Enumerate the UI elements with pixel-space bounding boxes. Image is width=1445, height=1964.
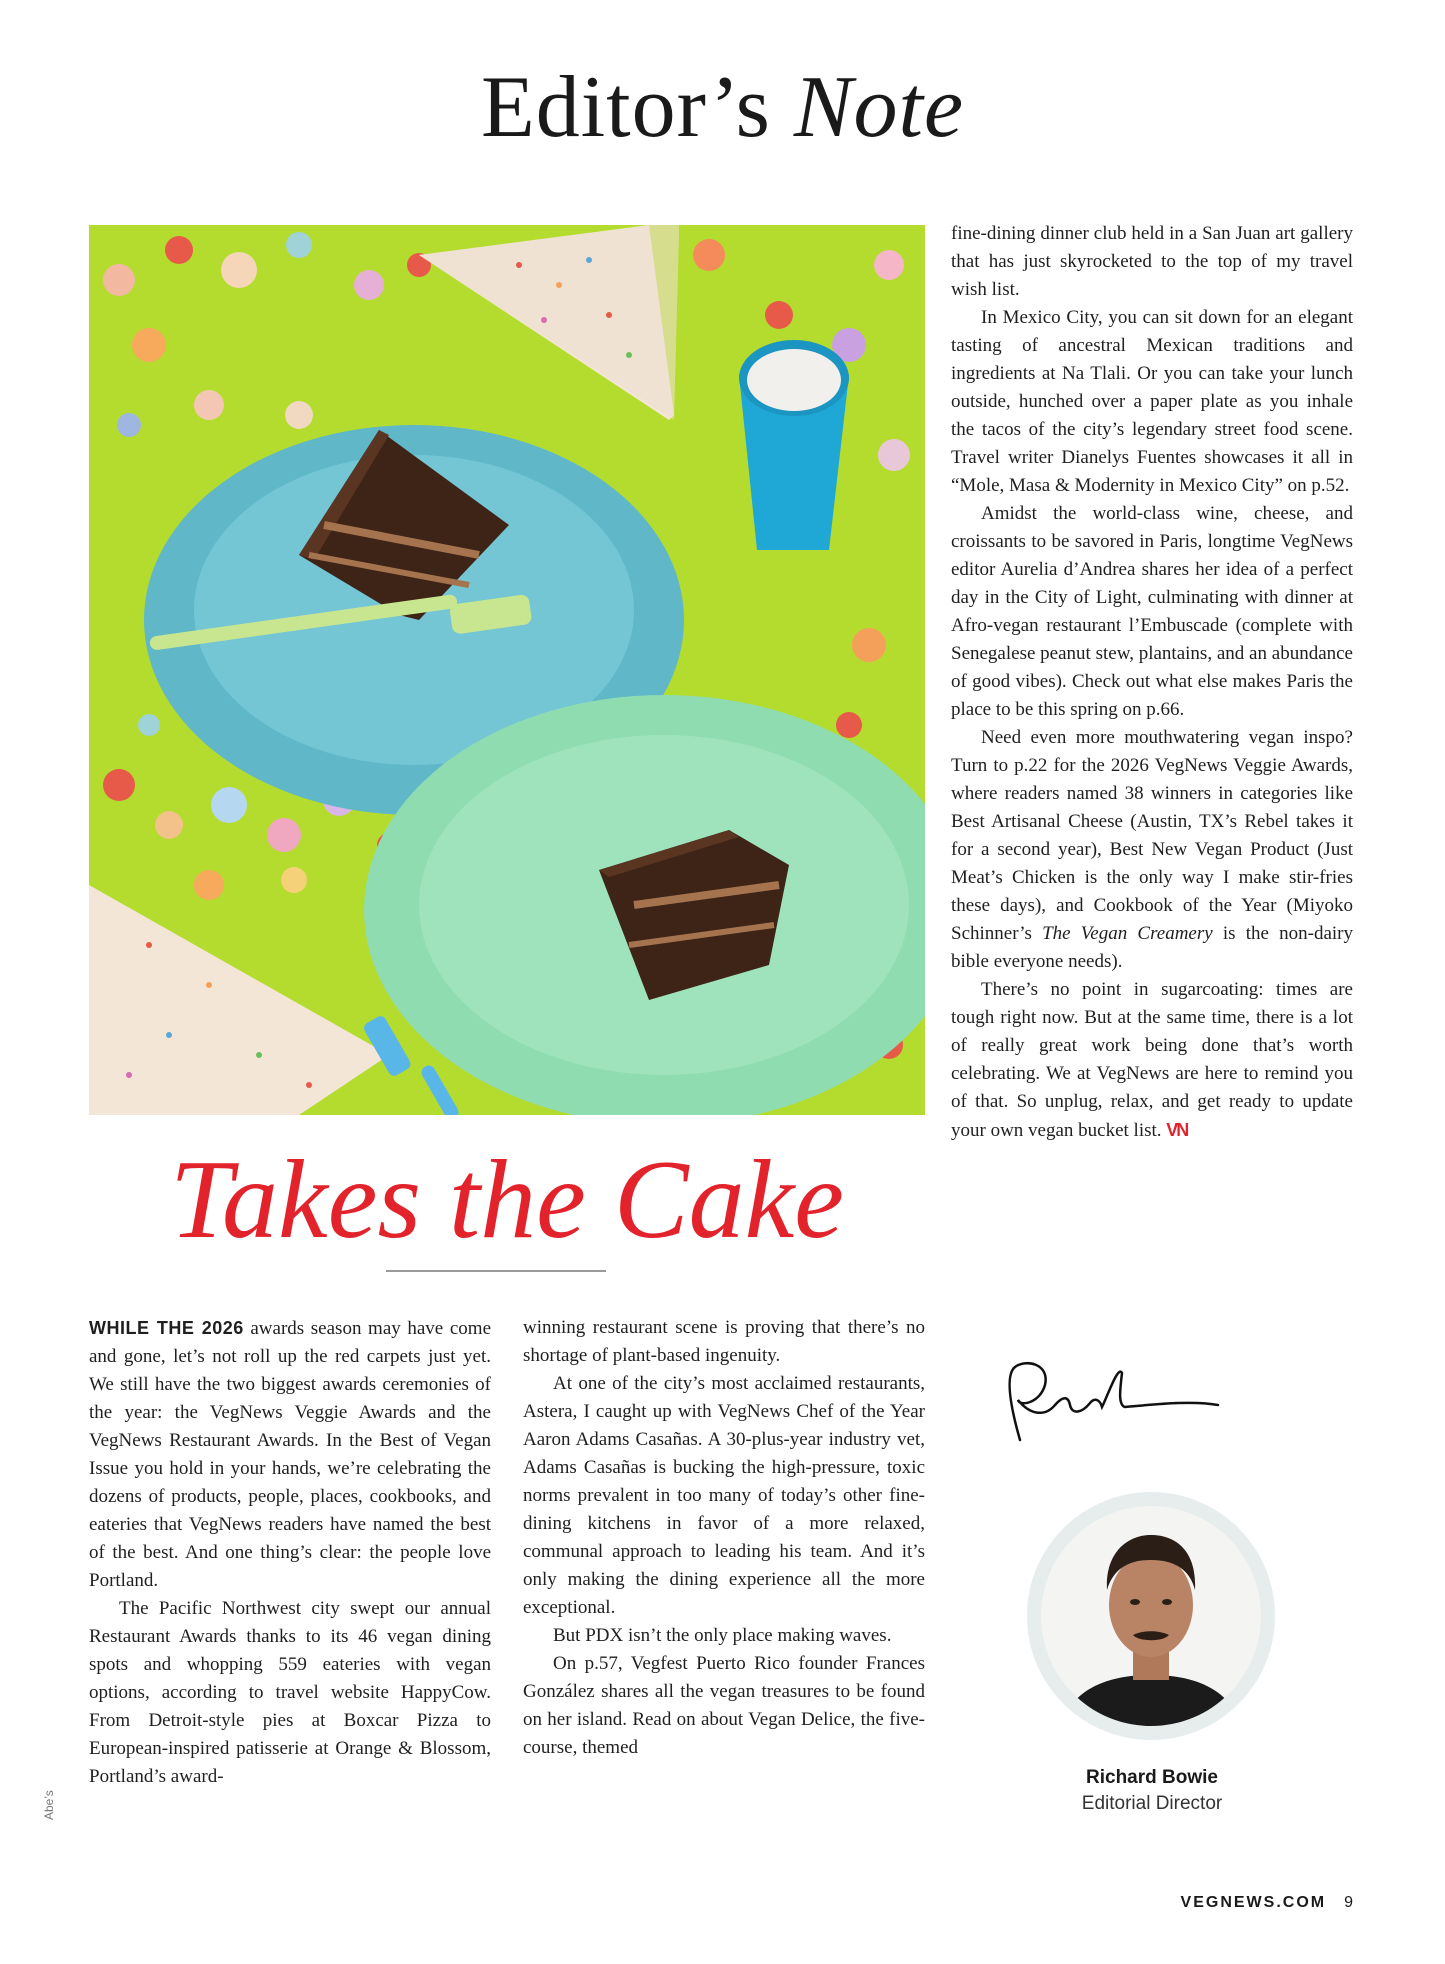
author-name: Richard Bowie: [1086, 1767, 1218, 1788]
paragraph: The Pacific Northwest city swept our annual Restaurant Awards thanks to its 46 vegan dining spots and whopping 559 eateries with vegan options, according to travel website HappyCow. From Detroit-style pies at Boxcar Pizza to European-inspired patisserie at Orange & Blossom, Portland’s award-: [89, 1598, 491, 1787]
vn-end-mark: VN: [1166, 1120, 1188, 1140]
body-column-2: [523, 1314, 925, 1762]
page-title-word2: Note: [793, 59, 965, 156]
paragraph: On p.57, Vegfest Puerto Rico founder Frances González shares all the vegan treasures to be found on her island. Read on about Vegan Delice, the five-course, themed: [523, 1653, 925, 1758]
page-title: [0, 58, 1445, 158]
paragraph: In Mexico City, you can sit down for an elegant tasting of ancestral Mexican traditions and ingredients at Na Tlali. Or you can take your lunch outside, hunched over a paper plate as you inhale the tacos of the city’s legendary street food scene. Travel writer Dianelys Fuentes showcases it all in “Mole, Masa & Modernity in Mexico City” on p.52.: [951, 307, 1353, 496]
page-title-word1: Editor’s: [480, 59, 771, 156]
blue-cup: [739, 340, 849, 550]
body-column-3: [951, 220, 1353, 1145]
paragraph: [951, 724, 1353, 976]
lead-in: WHILE THE 2026: [89, 1318, 244, 1338]
signature: [990, 1345, 1230, 1455]
author-portrait: [1025, 1490, 1277, 1742]
paragraph: [89, 1314, 491, 1595]
paragraph-text: awards season may have come and gone, let’s not roll up the red carpets just yet. We still have the two biggest awards ceremonies of the year: the VegNews Veggie Awards and the VegNews Restaurant Awards. In the Best of Vegan Issue you hold in your hands, we’re celebrating the dozens of products, people, places, cookbooks, and eateries that VegNews readers have named the best of the best. And one thing’s clear: the people love Portland.: [89, 1318, 491, 1591]
paragraph: At one of the city’s most acclaimed restaurants, Astera, I caught up with VegNews Chef of the Year Aaron Adams Casañas. A 30-plus-year industry vet, Adams Casañas is bucking the high-pressure, toxic norms prevalent in too many of today’s other fine-dining kitchens in favor of a more relaxed, communal approach to leading his team. And it’s only making the dining experience all the more exceptional.: [523, 1373, 925, 1618]
article-headline: Takes the Cake: [170, 1138, 844, 1262]
feature-photo: [89, 225, 925, 1115]
book-title: The Vegan Creamery: [1042, 923, 1213, 944]
page-number: 9: [1344, 1894, 1355, 1911]
body-column-1: [89, 1314, 491, 1791]
site-url: VEGNEWS.COM: [1180, 1894, 1327, 1911]
cake-party-photo: [89, 225, 925, 1115]
page-footer: [1181, 1894, 1355, 1912]
paragraph: [951, 976, 1353, 1145]
photo-credit: Abe’s: [42, 1790, 56, 1820]
author-role: Editorial Director: [1081, 1793, 1223, 1814]
paragraph: Amidst the world-class wine, cheese, and croissants to be savored in Paris, longtime VegNews editor Aurelia d’Andrea shares her idea of a perfect day in the City of Light, culminating with dinner at Afro-vegan restaurant l’Embuscade (complete with Senegalese peanut stew, plantains, and an abundance of good vibes). Check out what else makes Paris the place to be this spring on p.66.: [951, 503, 1353, 720]
paragraph: winning restaurant scene is proving that there’s no shortage of plant-based ingenuity.: [523, 1317, 925, 1366]
paragraph-text: There’s no point in sugarcoating: times are tough right now. But at the same time, there is a lot of really great work being done that’s worth celebrating. We at VegNews are here to remind you of that. So unplug, relax, and get ready to update your own vegan bucket list.: [951, 979, 1353, 1141]
paragraph-text: Need even more mouthwatering vegan inspo? Turn to p.22 for the 2026 VegNews Veggie Awards, where readers named 38 winners in categories like Best Artisanal Cheese (Austin, TX’s Rebel takes it for a second year), Best New Vegan Product (Just Meat’s Chicken is the only way I make stir-fries these days), and Cookbook of the Year (Miyoko Schinner’s: [951, 727, 1353, 944]
headline-divider: [386, 1270, 606, 1272]
paragraph-text: is the non-dairy bible everyone needs).: [951, 923, 1353, 972]
paragraph: fine-dining dinner club held in a San Juan art gallery that has just skyrocketed to the top of my travel wish list.: [951, 223, 1353, 300]
paragraph: But PDX isn’t the only place making waves.: [553, 1625, 892, 1646]
